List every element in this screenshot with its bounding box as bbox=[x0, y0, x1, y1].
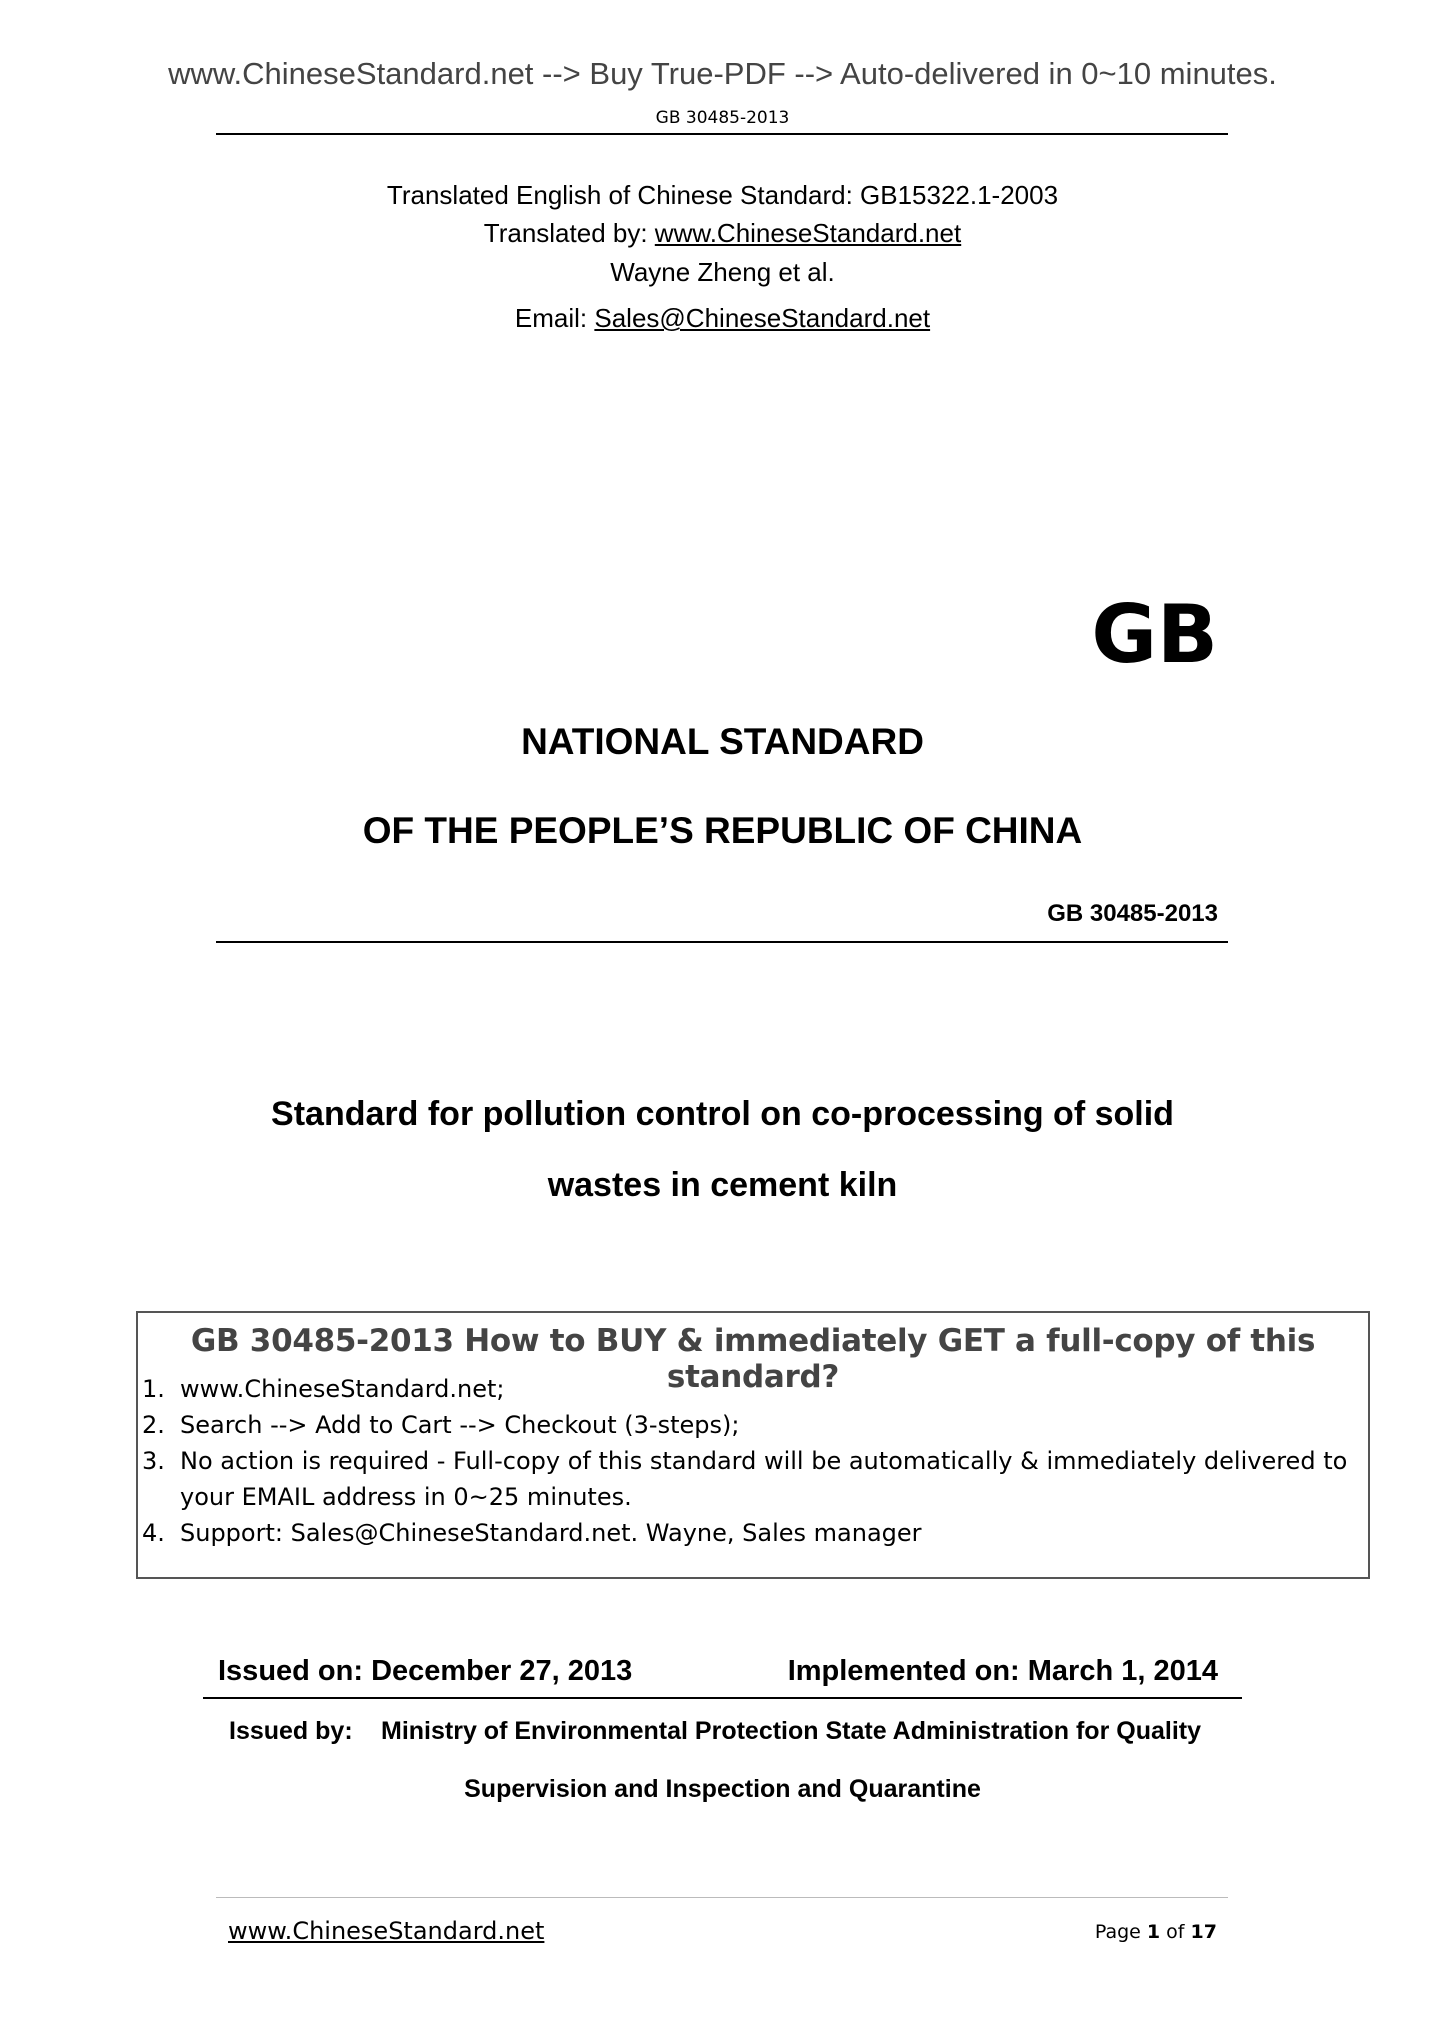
buy-step-number: 4. bbox=[142, 1519, 165, 1547]
buy-step bbox=[138, 1515, 1368, 1551]
issued-by-line-1: Ministry of Environmental Protection State Administration for Quality bbox=[381, 1717, 1201, 1745]
footer-divider bbox=[216, 1897, 1228, 1898]
buy-step-text: Support: Sales@ChineseStandard.net. Wayne, Sales manager bbox=[180, 1519, 922, 1547]
buy-step-number: 2. bbox=[142, 1411, 165, 1439]
buy-step bbox=[138, 1443, 1368, 1515]
subject-line-1: Standard for pollution control on co-processing of solid bbox=[271, 1095, 1174, 1133]
buy-step-text: No action is required - Full-copy of this standard will be automatically & immediately delivered to your EMAIL address in 0~25 minutes. bbox=[180, 1447, 1348, 1511]
issued-by-label: Issued by: bbox=[229, 1717, 353, 1745]
page-total: 17 bbox=[1190, 1921, 1217, 1943]
translated-by-link[interactable]: www.ChineseStandard.net bbox=[654, 218, 962, 248]
buy-step bbox=[138, 1407, 1368, 1443]
issued-on: Issued on: December 27, 2013 bbox=[218, 1655, 633, 1687]
title-divider bbox=[216, 941, 1228, 943]
page-number bbox=[1095, 1921, 1217, 1943]
header-doc-code: GB 30485-2013 bbox=[655, 108, 790, 128]
buy-step-number: 3. bbox=[142, 1447, 165, 1475]
implemented-on: Implemented on: March 1, 2014 bbox=[787, 1655, 1218, 1687]
buy-step-text: Search --> Add to Cart --> Checkout (3-steps); bbox=[180, 1411, 740, 1439]
email-label: Email: bbox=[514, 303, 595, 333]
title-line-2: OF THE PEOPLE’S REPUBLIC OF CHINA bbox=[362, 810, 1083, 851]
translated-by-label: Translated by: bbox=[483, 218, 655, 248]
translator-name: Wayne Zheng et al. bbox=[610, 257, 835, 287]
header-divider bbox=[216, 133, 1228, 135]
buy-info-box bbox=[136, 1311, 1370, 1579]
page-current: 1 bbox=[1146, 1921, 1161, 1943]
subject-line-2: wastes in cement kiln bbox=[547, 1166, 898, 1204]
page-label: Page bbox=[1094, 1921, 1141, 1943]
buy-step-number: 1. bbox=[142, 1375, 165, 1403]
buy-steps-list bbox=[138, 1371, 1368, 1551]
top-banner: www.ChineseStandard.net --> Buy True-PDF --> Auto-delivered in 0~10 minutes. bbox=[168, 56, 1277, 91]
gb-mark: GB bbox=[1091, 588, 1218, 681]
title-line-1: NATIONAL STANDARD bbox=[521, 721, 924, 762]
email-link[interactable]: Sales@ChineseStandard.net bbox=[594, 303, 931, 333]
buy-box-title: GB 30485-2013 How to BUY & immediately GET a full-copy of this standard? bbox=[190, 1323, 1316, 1395]
footer-link[interactable]: www.ChineseStandard.net bbox=[228, 1917, 545, 1945]
issued-by-line-2: Supervision and Inspection and Quarantine bbox=[464, 1775, 981, 1803]
page-of: of bbox=[1166, 1921, 1185, 1943]
issue-divider bbox=[203, 1697, 1242, 1699]
translated-by-line bbox=[0, 218, 1445, 249]
translation-source-line: Translated English of Chinese Standard: GB15322.1-2003 bbox=[386, 180, 1059, 210]
standard-number: GB 30485-2013 bbox=[1047, 900, 1218, 927]
buy-step bbox=[138, 1371, 1368, 1407]
email-line bbox=[0, 303, 1445, 334]
buy-step-text[interactable]: www.ChineseStandard.net; bbox=[180, 1375, 505, 1403]
